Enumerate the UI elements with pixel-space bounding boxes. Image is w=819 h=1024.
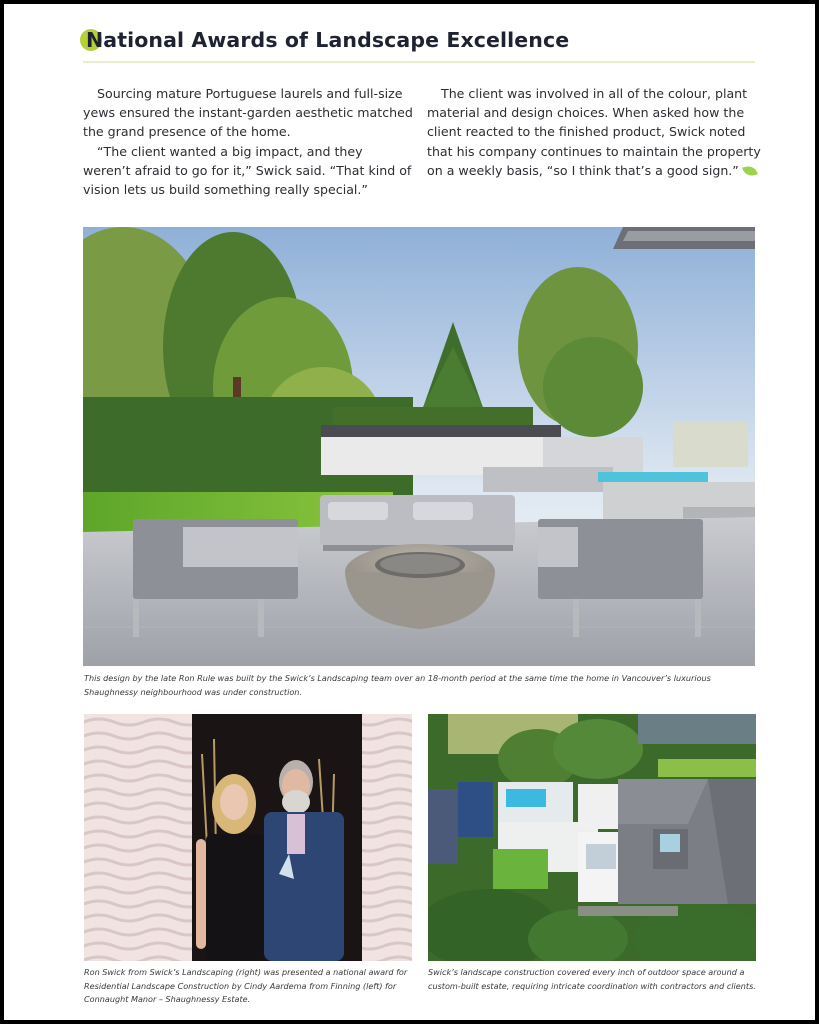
award-photo-caption: Ron Swick from Swick’s Landscaping (right) was presented a national award for Residential Landscape Construction by Cindy Aardema from Finning (left) for Connaught Manor – Shaughnessy Estate. [84, 967, 408, 1004]
article-title: National Awards of Landscape Excellence [86, 28, 570, 52]
title-divider [83, 61, 755, 63]
paragraph [427, 84, 763, 180]
patio-photo [83, 227, 755, 666]
paragraph-text: The client was involved in all of the colour, plant material and design choices. When asked how the client reacted to the finished product, Swick noted that his company continues to maintain the property on a weekly basis, “so I think that’s a good sign.” [427, 86, 761, 178]
aerial-photo [428, 714, 756, 961]
body-column-right [427, 84, 763, 180]
award-photo [84, 714, 412, 961]
article-header [78, 26, 758, 54]
body-column-left [83, 84, 413, 199]
aerial-photo-caption: Swick’s landscape construction covered every inch of outdoor space around a custom-built estate, requiring intricate coordination with contractors and clients. [428, 967, 756, 991]
magazine-page [4, 4, 815, 1020]
paragraph: Sourcing mature Portuguese laurels and full-size yews ensured the instant-garden aesthetic matched the grand presence of the home. [83, 86, 413, 140]
leaf-icon [742, 164, 758, 177]
main-photo-caption: This design by the late Ron Rule was built by the Swick’s Landscaping team over an 18-month period at the same time the home in Vancouver’s luxurious Shaughnessy neighbourhood was under construction. [84, 673, 711, 697]
paragraph: “The client wanted a big impact, and they weren’t afraid to go for it,” Swick said. “That kind of vision lets us build something really special.” [83, 143, 412, 198]
